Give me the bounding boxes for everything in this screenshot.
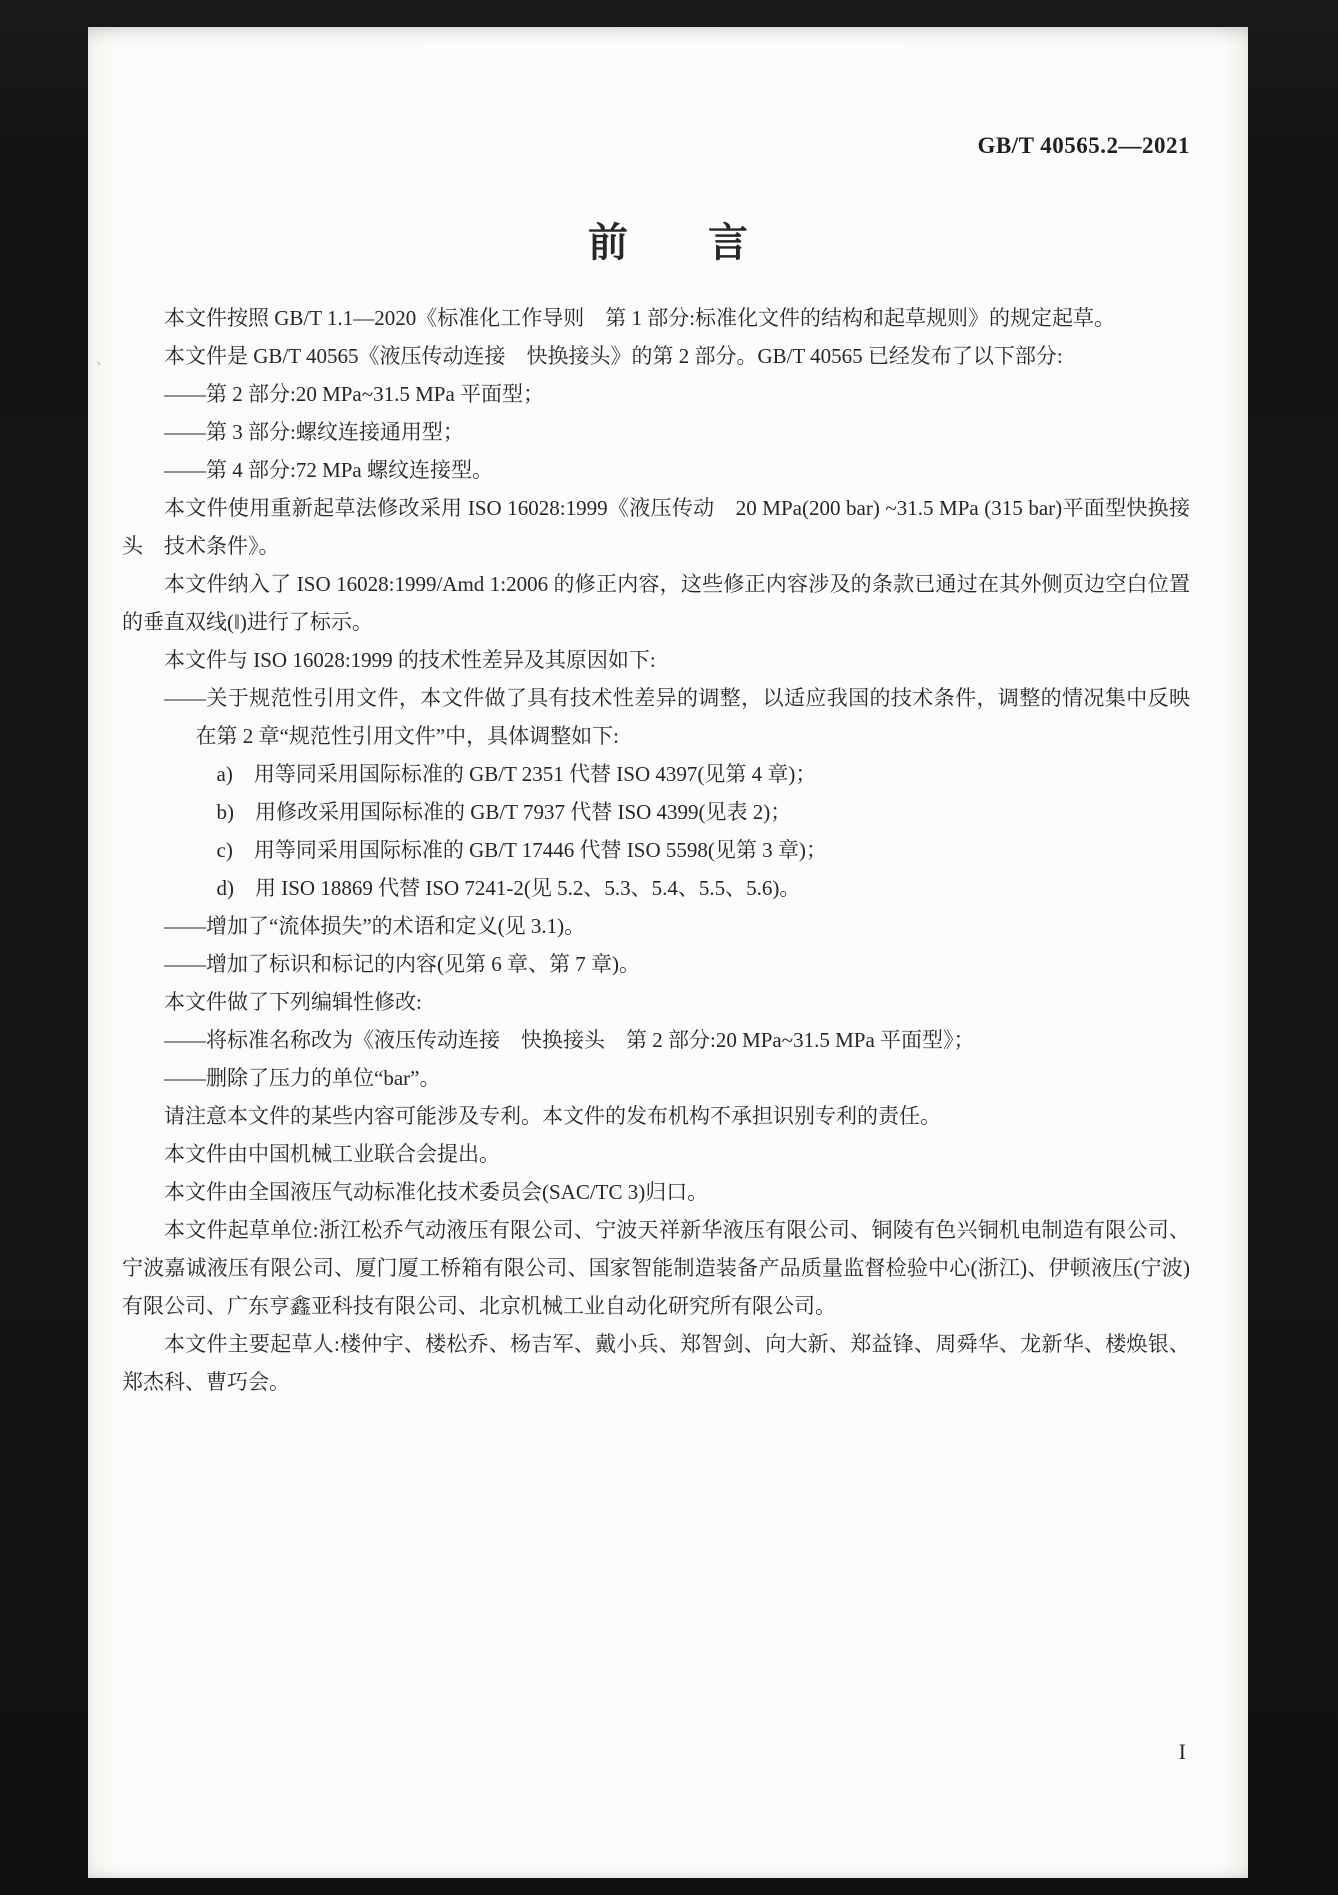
foreword-sublist-item: b) 用修改采用国际标准的 GB/T 7937 代替 ISO 4399(见表 2)； — [216, 800, 792, 824]
foreword-paragraph: 本文件纳入了 ISO 16028:1999/Amd 1:2006 的修正内容，这些修正内容涉及的条款已通过在其外侧页边空白位置的垂直双线(‖)进行了标示。 — [122, 572, 1190, 634]
foreword-paragraph: 本文件是 GB/T 40565《液压传动连接 快换接头》的第 2 部分。GB/T 40565 已经发布了以下部分: — [164, 344, 1063, 368]
foreword-body — [122, 299, 1190, 1401]
foreword-paragraph: 本文件做了下列编辑性修改: — [164, 990, 422, 1014]
foreword-paragraph: 本文件由中国机械工业联合会提出。 — [164, 1142, 500, 1166]
foreword-paragraph: 请注意本文件的某些内容可能涉及专利。本文件的发布机构不承担识别专利的责任。 — [164, 1104, 941, 1128]
foreword-paragraph: 本文件由全国液压气动标准化技术委员会(SAC/TC 3)归口。 — [164, 1180, 709, 1204]
foreword-paragraph: 本文件使用重新起草法修改采用 ISO 16028:1999《液压传动 20 MPa(200 bar) ~31.5 MPa (315 bar)平面型快换接头 技术条件》。 — [122, 496, 1190, 558]
foreword-title: 前 言 — [588, 221, 748, 265]
page-number: I — [1178, 1739, 1186, 1764]
foreword-sublist-item: a) 用等同采用国际标准的 GB/T 2351 代替 ISO 4397(见第 4 章)； — [216, 762, 817, 786]
foreword-list-item: ——将标准名称改为《液压传动连接 快换接头 第 2 部分:20 MPa~31.5 MPa 平面型》； — [164, 1028, 975, 1052]
standard-number: GB/T 40565.2—2021 — [977, 133, 1190, 158]
foreword-paragraph: 本文件按照 GB/T 1.1—2020《标准化工作导则 第 1 部分:标准化文件的结构和起草规则》的规定起草。 — [164, 306, 1116, 330]
foreword-list-item: ——第 2 部分:20 MPa~31.5 MPa 平面型； — [164, 382, 545, 406]
foreword-list-item: ——第 4 部分:72 MPa 螺纹连接型。 — [164, 458, 494, 482]
foreword-list-item: ——关于规范性引用文件，本文件做了具有技术性差异的调整，以适应我国的技术条件，调整的情况集中反映在第 2 章“规范性引用文件”中，具体调整如下: — [164, 686, 1190, 748]
scanned-document-page — [88, 27, 1248, 1878]
foreword-list-item: ——增加了标识和标记的内容(见第 6 章、第 7 章)。 — [164, 952, 640, 976]
foreword-sublist-item: d) 用 ISO 18869 代替 ISO 7241-2(见 5.2、5.3、5.4、5.5、5.6)。 — [216, 876, 801, 900]
foreword-list-item: ——第 3 部分:螺纹连接通用型； — [164, 420, 464, 444]
scan-artifact: 、 — [96, 353, 110, 368]
foreword-list-item: ——删除了压力的单位“bar”。 — [164, 1066, 441, 1090]
foreword-paragraph: 本文件与 ISO 16028:1999 的技术性差异及其原因如下: — [164, 648, 656, 672]
foreword-paragraph: 本文件主要起草人:楼仲宇、楼松乔、杨吉军、戴小兵、郑智剑、向大新、郑益锋、周舜华、龙新华、楼焕银、郑杰科、曹巧会。 — [122, 1332, 1190, 1394]
foreword-list-item: ——增加了“流体损失”的术语和定义(见 3.1)。 — [164, 914, 586, 938]
foreword-sublist-item: c) 用等同采用国际标准的 GB/T 17446 代替 ISO 5598(见第 3 章)； — [216, 838, 827, 862]
foreword-paragraph: 本文件起草单位:浙江松乔气动液压有限公司、宁波天祥新华液压有限公司、铜陵有色兴铜机电制造有限公司、宁波嘉诚液压有限公司、厦门厦工桥箱有限公司、国家智能制造装备产品质量监督检验中心(浙江)、伊顿液压(宁波)有限公司、广东亨鑫亚科技有限公司、北京机械工业自动化研究所有限公司。 — [122, 1218, 1190, 1318]
